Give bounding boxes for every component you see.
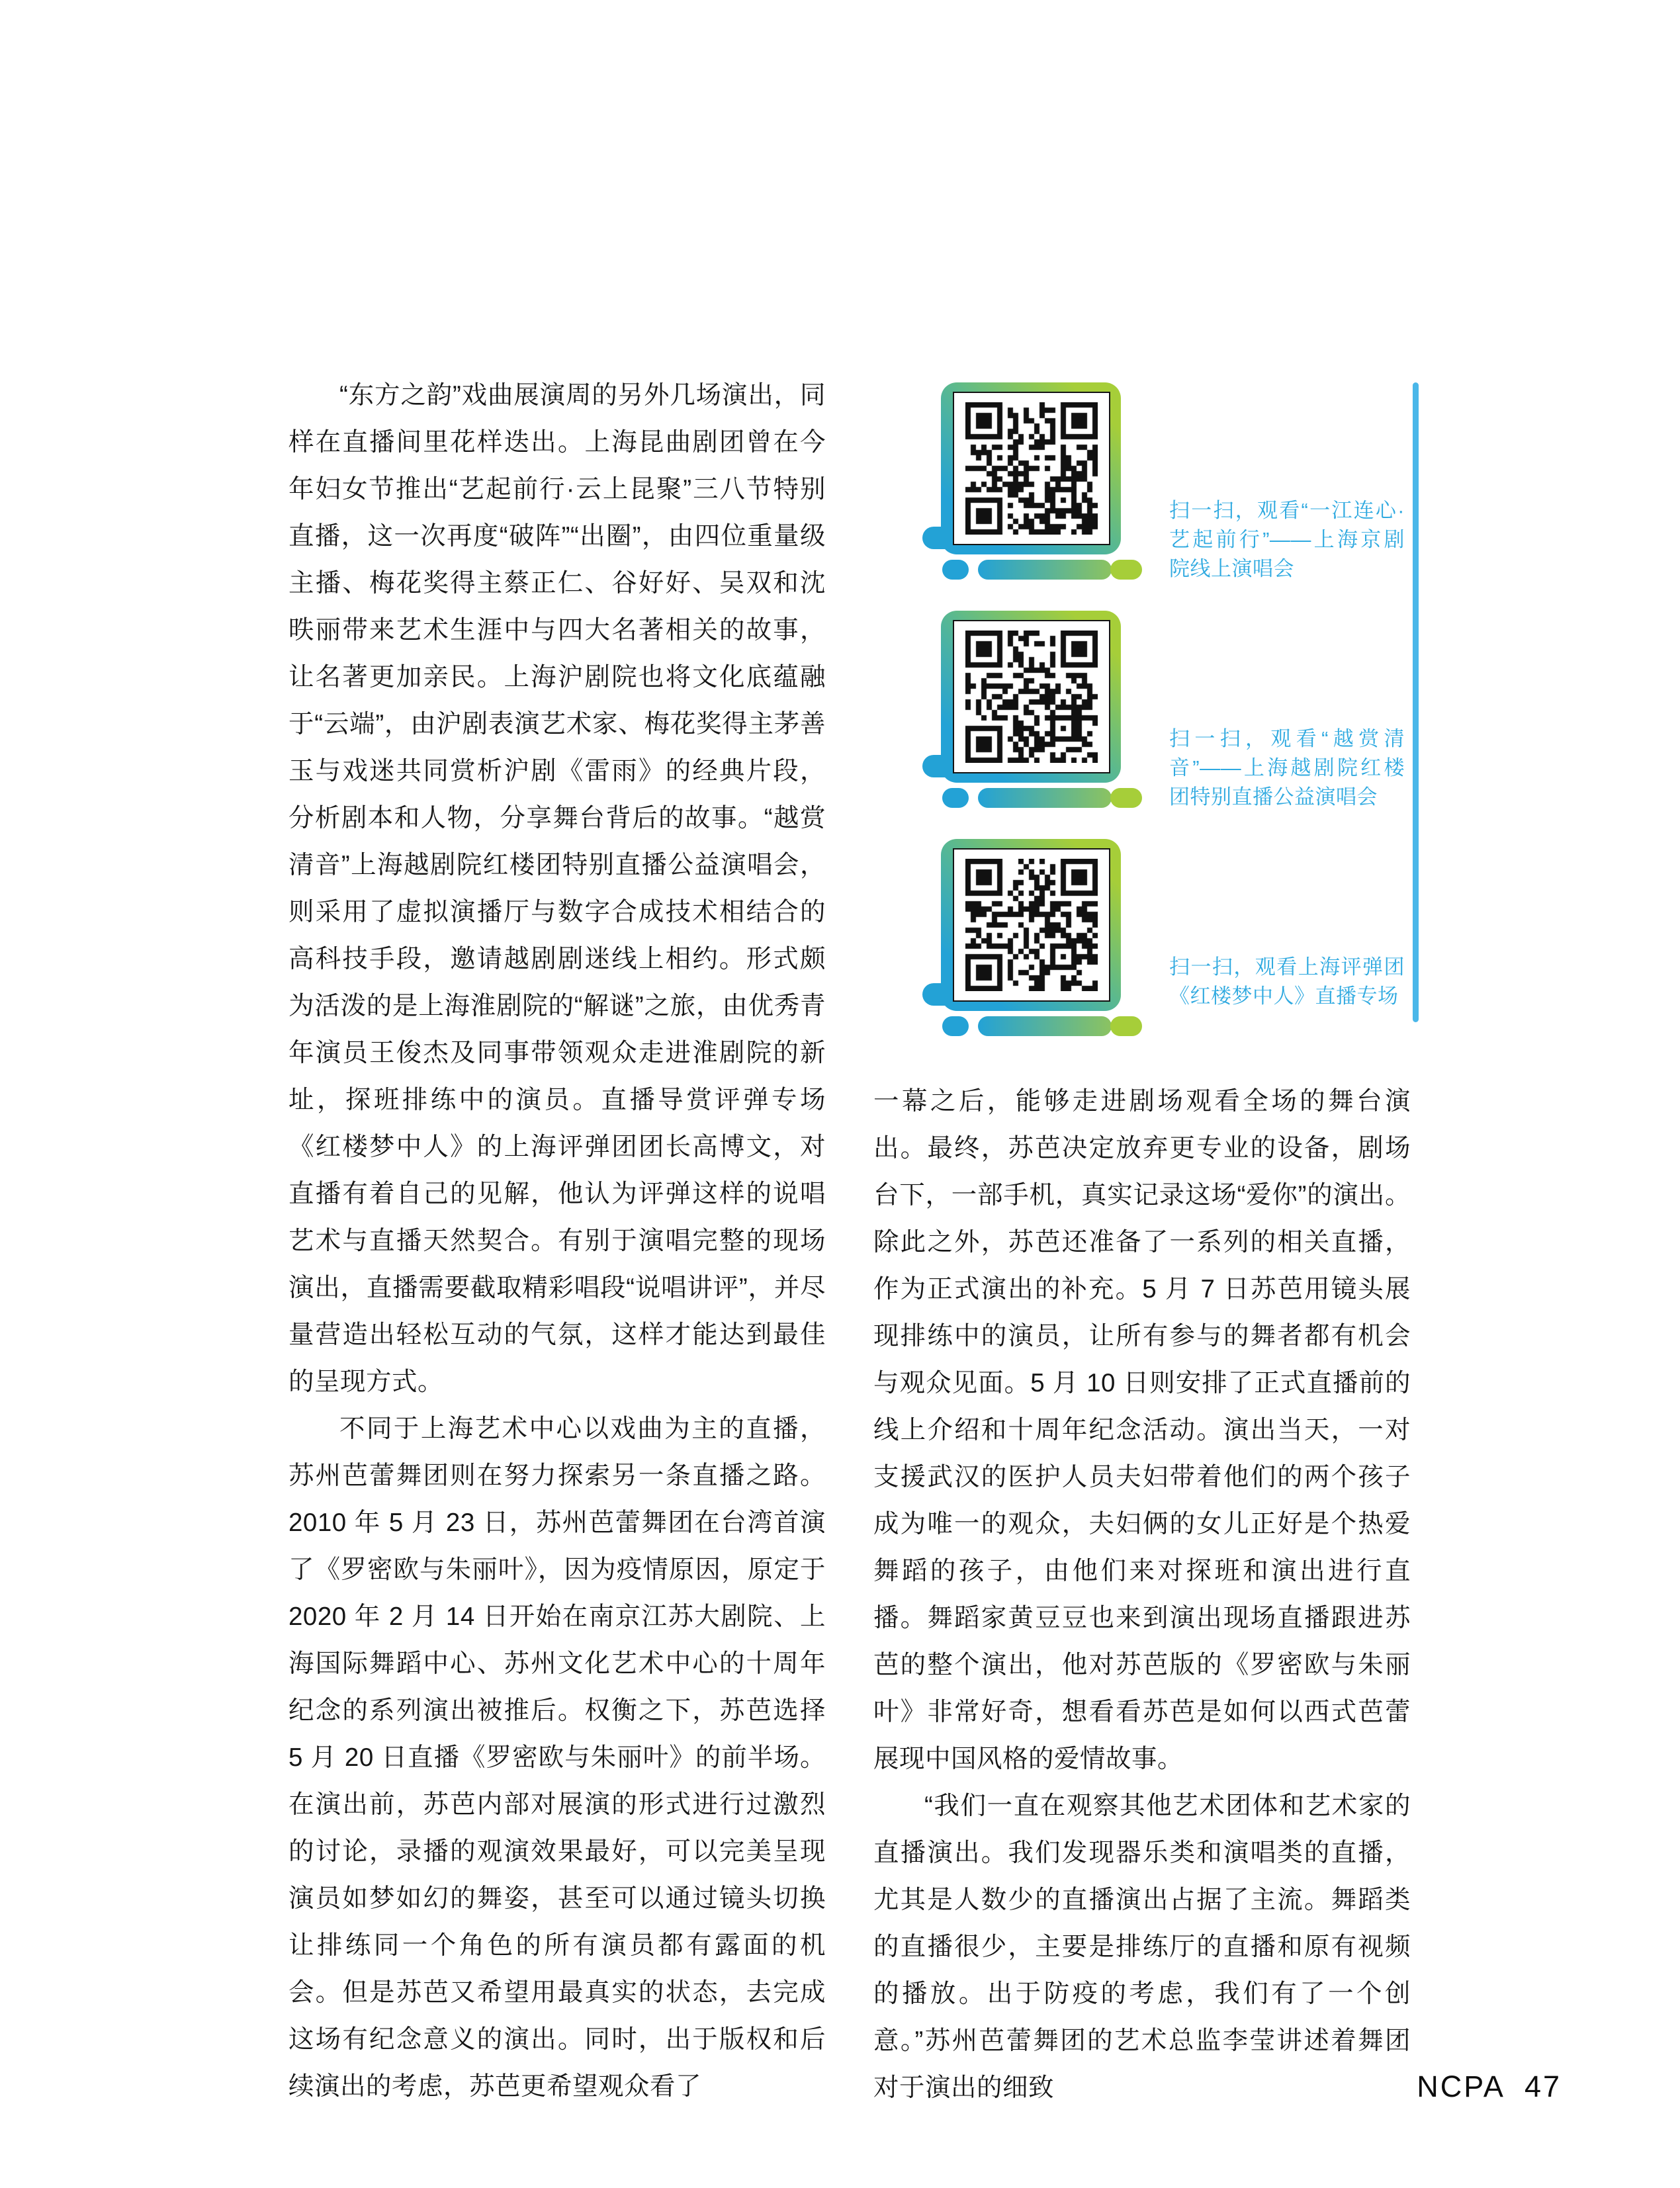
device-foot-pill bbox=[978, 1016, 1112, 1036]
article-paragraph: “我们一直在观察其他艺术团体和艺术家的直播演出。我们发现器乐类和演唱类的直播，尤其是人数少的直播演出占据了主流。舞蹈类的直播很少，主要是排练厅的直播和原有视频的播放。出于防疫的考虑，我们有了一个创意。”苏州芭蕾舞团的艺术总监李莹讲述着舞团对于演出的细致 bbox=[873, 1792, 1411, 2102]
device-foot-pill bbox=[1110, 560, 1142, 580]
article-paragraph: “东方之韵”戏曲展演周的另外几场演出，同样在直播间里花样迭出。上海昆曲剧团曾在今年妇女节推出“艺起前行·云上昆聚”三八节特别直播，这一次再度“破阵”“出圈”，由四位重量级主播、梅花奖得主蔡正仁、谷好好、吴双和沈昳丽带来艺术生涯中与四大名著相关的故事，让名著更加亲民。上海沪剧院也将文化底蕴融于“云端”，由沪剧表演艺术家、梅花奖得主茅善玉与戏迷共同赏析沪剧《雷雨》的经典片段，分析剧本和人物，分享舞台背后的故事。“越赏清音”上海越剧院红楼团特别直播公益演唱会，则采用了虚拟演播厅与数字合成技术相结合的高科技手段，邀请越剧剧迷线上相约。形式颇为活泼的是上海淮剧院的“解谜”之旅，由优秀青年演员王俊杰及同事带领观众走进淮剧院的新址，探班排练中的演员。直播导赏评弹专场《红楼梦中人》的上海评弹团团长高博文，对直播有着自己的见解，他认为评弹这样的说唱艺术与直播天然契合。有别于演唱完整的现场演出，直播需要截取精彩唱段“说唱讲评”，并尽量营造出轻松互动的气氛，这样才能达到最佳的呈现方式。 bbox=[288, 381, 826, 1396]
device-foot-pill bbox=[1110, 1016, 1142, 1036]
qr-sidebar bbox=[873, 382, 1419, 1037]
device-foot-pill bbox=[942, 560, 969, 580]
qr-code-laptop-icon bbox=[941, 382, 1121, 582]
device-foot-pill bbox=[942, 1016, 969, 1036]
page-number: NCPA 47 bbox=[1417, 2070, 1562, 2103]
qr-code-pattern bbox=[965, 631, 1098, 763]
device-foot-pill bbox=[978, 560, 1112, 580]
qr-code-laptop-icon bbox=[941, 839, 1121, 1039]
device-foot-pill bbox=[978, 788, 1112, 808]
device-foot-pill bbox=[942, 788, 969, 808]
article-paragraph: 一幕之后，能够走进剧场观看全场的舞台演出。最终，苏芭决定放弃更专业的设备，剧场台下，一部手机，真实记录这场“爱你”的演出。除此之外，苏芭还准备了一系列的相关直播，作为正式演出的补充。5 月 7 日苏芭用镜头展现排练中的演员，让所有参与的舞者都有机会与观众见面。5 月 10 日则安排了正式直播前的线上介绍和十周年纪念活动。演出当天，一对支援武汉的医护人员夫妇带着他们的两个孩子成为唯一的观众，夫妇俩的女儿正好是个热爱舞蹈的孩子，由他们来对探班和演出进行直播。舞蹈家黄豆豆也来到演出现场直播跟进苏芭的整个演出，他对苏芭版的《罗密欧与朱丽叶》非常好奇，想看看苏芭是如何以西式芭蕾展现中国风格的爱情故事。 bbox=[873, 1087, 1411, 1773]
qr-caption: 扫一扫，观看“一江连心·艺起前行”——上海京剧院线上演唱会 bbox=[1169, 499, 1405, 580]
qr-row bbox=[873, 611, 1419, 810]
qr-row bbox=[873, 839, 1419, 1039]
qr-code-laptop-icon bbox=[941, 611, 1121, 810]
qr-caption: 扫一扫，观看上海评弹团《红楼梦中人》直播专场 bbox=[1169, 955, 1405, 1008]
device-foot-pill bbox=[1110, 788, 1142, 808]
qr-code-pattern bbox=[965, 402, 1098, 535]
qr-row bbox=[873, 382, 1419, 582]
article-right-column bbox=[873, 1078, 1411, 2111]
article-left-column bbox=[288, 372, 826, 2110]
qr-panel bbox=[953, 848, 1110, 1002]
qr-caption: 扫一扫，观看“越赏清音”——上海越剧院红楼团特别直播公益演唱会 bbox=[1169, 727, 1405, 809]
qr-panel bbox=[953, 392, 1110, 545]
qr-panel bbox=[953, 620, 1110, 773]
article-paragraph: 不同于上海艺术中心以戏曲为主的直播，苏州芭蕾舞团则在努力探索另一条直播之路。2010 年 5 月 23 日，苏州芭蕾舞团在台湾首演了《罗密欧与朱丽叶》，因为疫情原因，原定于 2020 年 2 月 14 日开始在南京江苏大剧院、上海国际舞蹈中心、苏州文化艺术中心的十周年纪念的系列演出被推后。权衡之下，苏芭选择 5 月 20 日直播《罗密欧与朱丽叶》的前半场。在演出前，苏芭内部对展演的形式进行过激烈的讨论，录播的观演效果最好，可以完美呈现演员如梦如幻的舞姿，甚至可以通过镜头切换让排练同一个角色的所有演员都有露面的机会。但是苏芭又希望用最真实的状态，去完成这场有纪念意义的演出。同时，出于版权和后续演出的考虑，苏芭更希望观众看了 bbox=[288, 1415, 826, 2101]
qr-code-pattern bbox=[965, 859, 1098, 991]
